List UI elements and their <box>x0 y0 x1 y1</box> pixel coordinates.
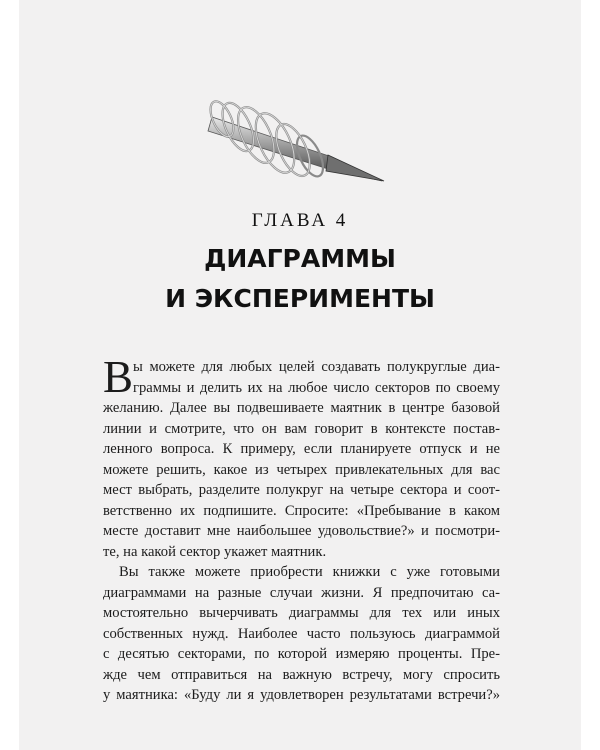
paragraph-line: мостоятельно вычерчивать диаграммы для тех или иных <box>103 605 500 621</box>
chapter-title-line-2: И ЭКСПЕРИМЕНТЫ <box>165 284 435 313</box>
spiral-pendulum-illustration <box>200 95 390 195</box>
paragraph-line: мест выбрать, разделите полукруг на четыре сектора и соот- <box>103 482 500 498</box>
paragraph-line: можете решить, какое из четырех привлекательных для вас <box>103 461 500 478</box>
paragraph-line: жде чем отправиться на важную встречу, могу спросить <box>103 666 500 683</box>
paragraph-line: ленного вопроса. К примеру, если планируете отпуск и не <box>103 441 500 457</box>
body-text <box>103 352 500 706</box>
paragraph-line: диаграммами на разные случаи жизни. Я предпочитаю са- <box>103 584 500 601</box>
paragraph-line: ы можете для любых целей создавать полукруглые диа- <box>133 359 500 375</box>
paragraph-line: линии и смотрите, что он вам говорит в контексте постав- <box>103 420 500 437</box>
paragraph-line: те, на какой сектор укажет маятник. <box>103 543 327 560</box>
paragraph-line: желанию. Далее вы подвешиваете маятник в центре базовой <box>103 400 500 416</box>
chapter-title-line-1: ДИАГРАММЫ <box>204 244 396 273</box>
paragraph-line: Вы также можете приобрести книжки с уже готовыми <box>119 564 500 580</box>
paragraph-line: у маятника: «Буду ли я удовлетворен результатами встречи?» <box>103 687 500 703</box>
paragraph-line: месте доставит мне наибольшее удовольствие?» и посмотри- <box>103 523 500 539</box>
chapter-label: ГЛАВА 4 <box>251 210 349 231</box>
paragraph-line: с десятью секторами, по которой измеряю проценты. Пре- <box>103 646 500 662</box>
paragraph-line: собственных нужд. Наиболее часто пользуюсь диаграммой <box>103 625 500 642</box>
paragraph-line: ветственно их подпишите. Спросите: «Пребывание в каком <box>103 502 500 519</box>
paragraph-line: граммы и делить их на любое число секторов по своему <box>133 379 500 396</box>
drop-cap: В <box>103 352 134 402</box>
